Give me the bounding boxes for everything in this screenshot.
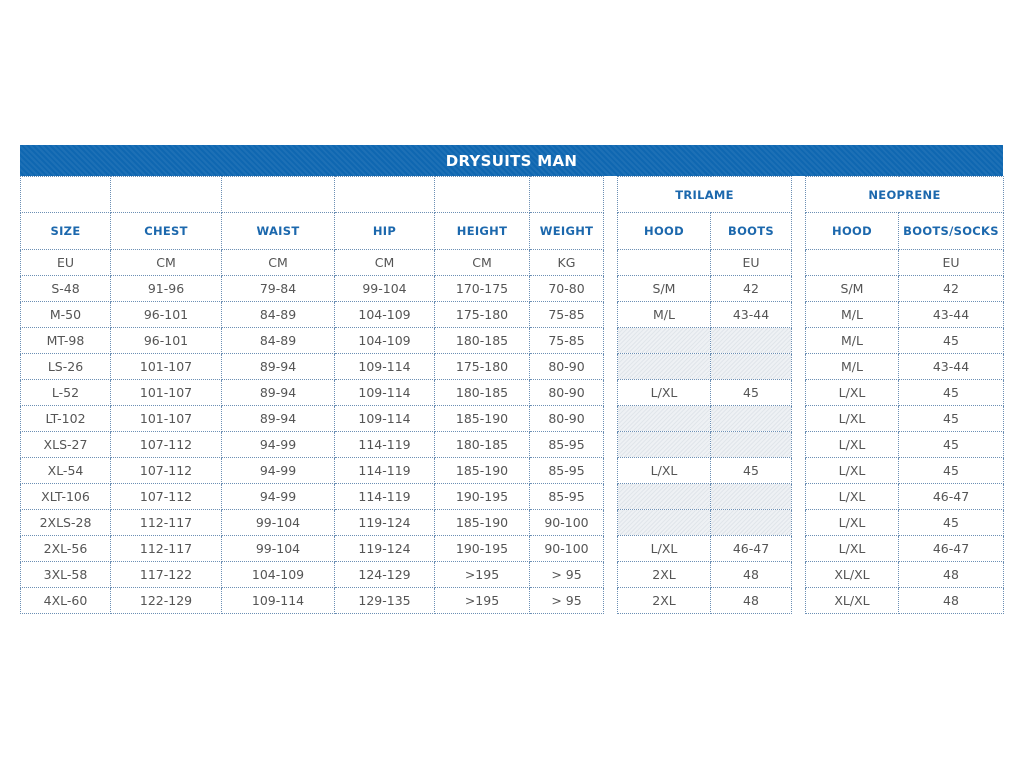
- measure-cell: 75-85: [530, 302, 604, 328]
- boots-cell: 43-44: [899, 302, 1004, 328]
- measure-cell: 124-129: [335, 562, 435, 588]
- measure-cell: 107-112: [111, 432, 222, 458]
- unit-cell: [806, 250, 899, 276]
- column-header: HOOD: [806, 213, 899, 250]
- size-cell: L-52: [21, 380, 111, 406]
- measure-cell: 89-94: [222, 354, 335, 380]
- hood-cell: L/XL: [806, 380, 899, 406]
- measure-cell: 90-100: [530, 536, 604, 562]
- hood-cell: L/XL: [806, 432, 899, 458]
- table-row: [618, 458, 792, 484]
- measure-cell: 84-89: [222, 328, 335, 354]
- table-row: [806, 302, 1004, 328]
- column-header: WEIGHT: [530, 213, 604, 250]
- column-header: SIZE: [21, 213, 111, 250]
- measure-cell: 190-195: [435, 536, 530, 562]
- measure-cell: >195: [435, 588, 530, 614]
- size-cell: 3XL-58: [21, 562, 111, 588]
- boots-cell: 45: [899, 510, 1004, 536]
- empty-cell: [530, 177, 604, 213]
- column-header: BOOTS/SOCKS: [899, 213, 1004, 250]
- table-row: [618, 406, 792, 432]
- measure-cell: 180-185: [435, 380, 530, 406]
- table-row: [806, 562, 1004, 588]
- measure-cell: 185-190: [435, 458, 530, 484]
- boots-cell: 45: [899, 328, 1004, 354]
- size-cell: LS-26: [21, 354, 111, 380]
- measure-cell: 190-195: [435, 484, 530, 510]
- boots-cell: 45: [899, 432, 1004, 458]
- boots-cell: 43-44: [899, 354, 1004, 380]
- table-row: [806, 380, 1004, 406]
- measure-cell: 114-119: [335, 458, 435, 484]
- table-row: [618, 432, 792, 458]
- size-table-body: [21, 177, 604, 614]
- unavailable-cell: [711, 354, 792, 380]
- boots-cell: 45: [711, 380, 792, 406]
- measure-cell: > 95: [530, 562, 604, 588]
- trilame-table: [617, 176, 792, 614]
- units-row: [21, 250, 604, 276]
- measure-cell: 99-104: [222, 510, 335, 536]
- spacer-row: [21, 177, 604, 213]
- unavailable-cell: [618, 406, 711, 432]
- measure-cell: 99-104: [222, 536, 335, 562]
- boots-cell: 43-44: [711, 302, 792, 328]
- table-row: [21, 328, 604, 354]
- hood-cell: L/XL: [806, 484, 899, 510]
- table-row: [806, 484, 1004, 510]
- title-bar: [20, 145, 1003, 176]
- hood-cell: 2XL: [618, 562, 711, 588]
- table-row: [21, 380, 604, 406]
- unavailable-cell: [618, 484, 711, 510]
- hood-cell: L/XL: [806, 536, 899, 562]
- measure-cell: 180-185: [435, 328, 530, 354]
- boots-cell: 45: [899, 380, 1004, 406]
- hood-cell: S/M: [618, 276, 711, 302]
- boots-cell: 45: [711, 458, 792, 484]
- units-row: [618, 250, 792, 276]
- table-row: [618, 536, 792, 562]
- column-header: BOOTS: [711, 213, 792, 250]
- hood-cell: L/XL: [618, 380, 711, 406]
- table-row: [21, 354, 604, 380]
- table-row: [806, 458, 1004, 484]
- table-row: [618, 328, 792, 354]
- neoprene-group-row: [806, 177, 1004, 213]
- measure-cell: 90-100: [530, 510, 604, 536]
- boots-cell: 48: [711, 588, 792, 614]
- trilame-group-label: TRILAME: [618, 177, 792, 213]
- size-cell: M-50: [21, 302, 111, 328]
- size-cell: 2XLS-28: [21, 510, 111, 536]
- measure-cell: 80-90: [530, 406, 604, 432]
- table-row: [618, 302, 792, 328]
- measure-cell: 94-99: [222, 458, 335, 484]
- unavailable-cell: [711, 328, 792, 354]
- column-header: CHEST: [111, 213, 222, 250]
- table-row: [618, 354, 792, 380]
- column-header: WAIST: [222, 213, 335, 250]
- boots-cell: 46-47: [899, 536, 1004, 562]
- table-row: [618, 562, 792, 588]
- table-row: [806, 510, 1004, 536]
- table-row: [21, 510, 604, 536]
- hood-cell: L/XL: [806, 510, 899, 536]
- table-row: [806, 588, 1004, 614]
- boots-cell: 48: [899, 562, 1004, 588]
- measure-cell: 185-190: [435, 510, 530, 536]
- measure-cell: 80-90: [530, 380, 604, 406]
- table-row: [21, 536, 604, 562]
- measure-cell: 91-96: [111, 276, 222, 302]
- measure-cell: > 95: [530, 588, 604, 614]
- size-cell: XLS-27: [21, 432, 111, 458]
- measure-cell: 109-114: [335, 380, 435, 406]
- size-cell: XL-54: [21, 458, 111, 484]
- empty-cell: [111, 177, 222, 213]
- measure-cell: 185-190: [435, 406, 530, 432]
- column-header: HOOD: [618, 213, 711, 250]
- table-row: [21, 432, 604, 458]
- measure-cell: 85-95: [530, 484, 604, 510]
- unit-cell: CM: [435, 250, 530, 276]
- hood-cell: XL/XL: [806, 562, 899, 588]
- units-row: [806, 250, 1004, 276]
- unavailable-cell: [711, 484, 792, 510]
- measure-cell: 89-94: [222, 406, 335, 432]
- measure-cell: 94-99: [222, 484, 335, 510]
- boots-cell: 48: [899, 588, 1004, 614]
- hood-cell: XL/XL: [806, 588, 899, 614]
- table-row: [21, 276, 604, 302]
- table-row: [618, 276, 792, 302]
- boots-cell: 42: [711, 276, 792, 302]
- table-row: [618, 380, 792, 406]
- unit-cell: CM: [111, 250, 222, 276]
- neoprene-table: [805, 176, 1004, 614]
- measure-cell: 104-109: [335, 302, 435, 328]
- measure-cell: 122-129: [111, 588, 222, 614]
- measure-cell: 109-114: [335, 406, 435, 432]
- measure-cell: 79-84: [222, 276, 335, 302]
- measure-cell: 129-135: [335, 588, 435, 614]
- measure-cell: 112-117: [111, 536, 222, 562]
- table-row: [21, 484, 604, 510]
- column-header: HIP: [335, 213, 435, 250]
- boots-cell: 48: [711, 562, 792, 588]
- measure-cell: 101-107: [111, 354, 222, 380]
- header-row: [618, 213, 792, 250]
- unavailable-cell: [711, 510, 792, 536]
- measure-cell: 75-85: [530, 328, 604, 354]
- table-row: [806, 536, 1004, 562]
- hood-cell: L/XL: [618, 536, 711, 562]
- measure-cell: 114-119: [335, 484, 435, 510]
- measure-cell: 114-119: [335, 432, 435, 458]
- unit-cell: [618, 250, 711, 276]
- table-row: [21, 406, 604, 432]
- measure-cell: 104-109: [222, 562, 335, 588]
- hood-cell: L/XL: [806, 406, 899, 432]
- header-row: [21, 213, 604, 250]
- measure-cell: 112-117: [111, 510, 222, 536]
- size-cell: LT-102: [21, 406, 111, 432]
- hood-cell: M/L: [806, 354, 899, 380]
- unavailable-cell: [618, 432, 711, 458]
- unavailable-cell: [618, 510, 711, 536]
- measure-cell: 96-101: [111, 302, 222, 328]
- measure-cell: 101-107: [111, 380, 222, 406]
- neoprene-group-label: NEOPRENE: [806, 177, 1004, 213]
- measure-cell: 170-175: [435, 276, 530, 302]
- hood-cell: S/M: [806, 276, 899, 302]
- size-cell: 2XL-56: [21, 536, 111, 562]
- empty-cell: [222, 177, 335, 213]
- table-row: [21, 458, 604, 484]
- measure-cell: 70-80: [530, 276, 604, 302]
- hood-cell: M/L: [806, 328, 899, 354]
- measure-cell: 119-124: [335, 536, 435, 562]
- trilame-group-row: [618, 177, 792, 213]
- measure-cell: 85-95: [530, 458, 604, 484]
- table-row: [806, 276, 1004, 302]
- table-row: [618, 484, 792, 510]
- measure-cell: 175-180: [435, 354, 530, 380]
- empty-cell: [435, 177, 530, 213]
- boots-cell: 45: [899, 406, 1004, 432]
- boots-cell: 46-47: [711, 536, 792, 562]
- measure-cell: 85-95: [530, 432, 604, 458]
- neoprene-table-body: [806, 177, 1004, 614]
- measure-cell: 180-185: [435, 432, 530, 458]
- trilame-table-body: [618, 177, 792, 614]
- size-cell: S-48: [21, 276, 111, 302]
- header-row: [806, 213, 1004, 250]
- measure-cell: 80-90: [530, 354, 604, 380]
- hood-cell: 2XL: [618, 588, 711, 614]
- measure-cell: 104-109: [335, 328, 435, 354]
- measure-cell: 96-101: [111, 328, 222, 354]
- unavailable-cell: [618, 354, 711, 380]
- measure-cell: 175-180: [435, 302, 530, 328]
- unavailable-cell: [711, 432, 792, 458]
- unit-cell: EU: [711, 250, 792, 276]
- table-row: [21, 588, 604, 614]
- unit-cell: EU: [899, 250, 1004, 276]
- measure-cell: 117-122: [111, 562, 222, 588]
- table-row: [806, 354, 1004, 380]
- measure-cell: 89-94: [222, 380, 335, 406]
- measure-cell: 84-89: [222, 302, 335, 328]
- table-row: [21, 562, 604, 588]
- table-row: [21, 302, 604, 328]
- boots-cell: 46-47: [899, 484, 1004, 510]
- column-header: HEIGHT: [435, 213, 530, 250]
- size-cell: MT-98: [21, 328, 111, 354]
- unavailable-cell: [711, 406, 792, 432]
- unit-cell: KG: [530, 250, 604, 276]
- size-cell: XLT-106: [21, 484, 111, 510]
- boots-cell: 45: [899, 458, 1004, 484]
- table-row: [618, 588, 792, 614]
- measure-cell: 99-104: [335, 276, 435, 302]
- table-row: [806, 328, 1004, 354]
- table-row: [806, 406, 1004, 432]
- unavailable-cell: [618, 328, 711, 354]
- measure-cell: 109-114: [335, 354, 435, 380]
- measure-cell: 107-112: [111, 484, 222, 510]
- measure-cell: 101-107: [111, 406, 222, 432]
- table-row: [806, 432, 1004, 458]
- measure-cell: 119-124: [335, 510, 435, 536]
- empty-cell: [335, 177, 435, 213]
- hood-cell: M/L: [618, 302, 711, 328]
- unit-cell: EU: [21, 250, 111, 276]
- size-cell: 4XL-60: [21, 588, 111, 614]
- unit-cell: CM: [222, 250, 335, 276]
- table-title: DRYSUITS MAN: [445, 151, 578, 170]
- boots-cell: 42: [899, 276, 1004, 302]
- hood-cell: L/XL: [806, 458, 899, 484]
- hood-cell: M/L: [806, 302, 899, 328]
- measure-cell: 94-99: [222, 432, 335, 458]
- measure-cell: >195: [435, 562, 530, 588]
- measure-cell: 107-112: [111, 458, 222, 484]
- table-row: [618, 510, 792, 536]
- unit-cell: CM: [335, 250, 435, 276]
- empty-cell: [21, 177, 111, 213]
- size-table: [20, 176, 604, 614]
- measure-cell: 109-114: [222, 588, 335, 614]
- hood-cell: L/XL: [618, 458, 711, 484]
